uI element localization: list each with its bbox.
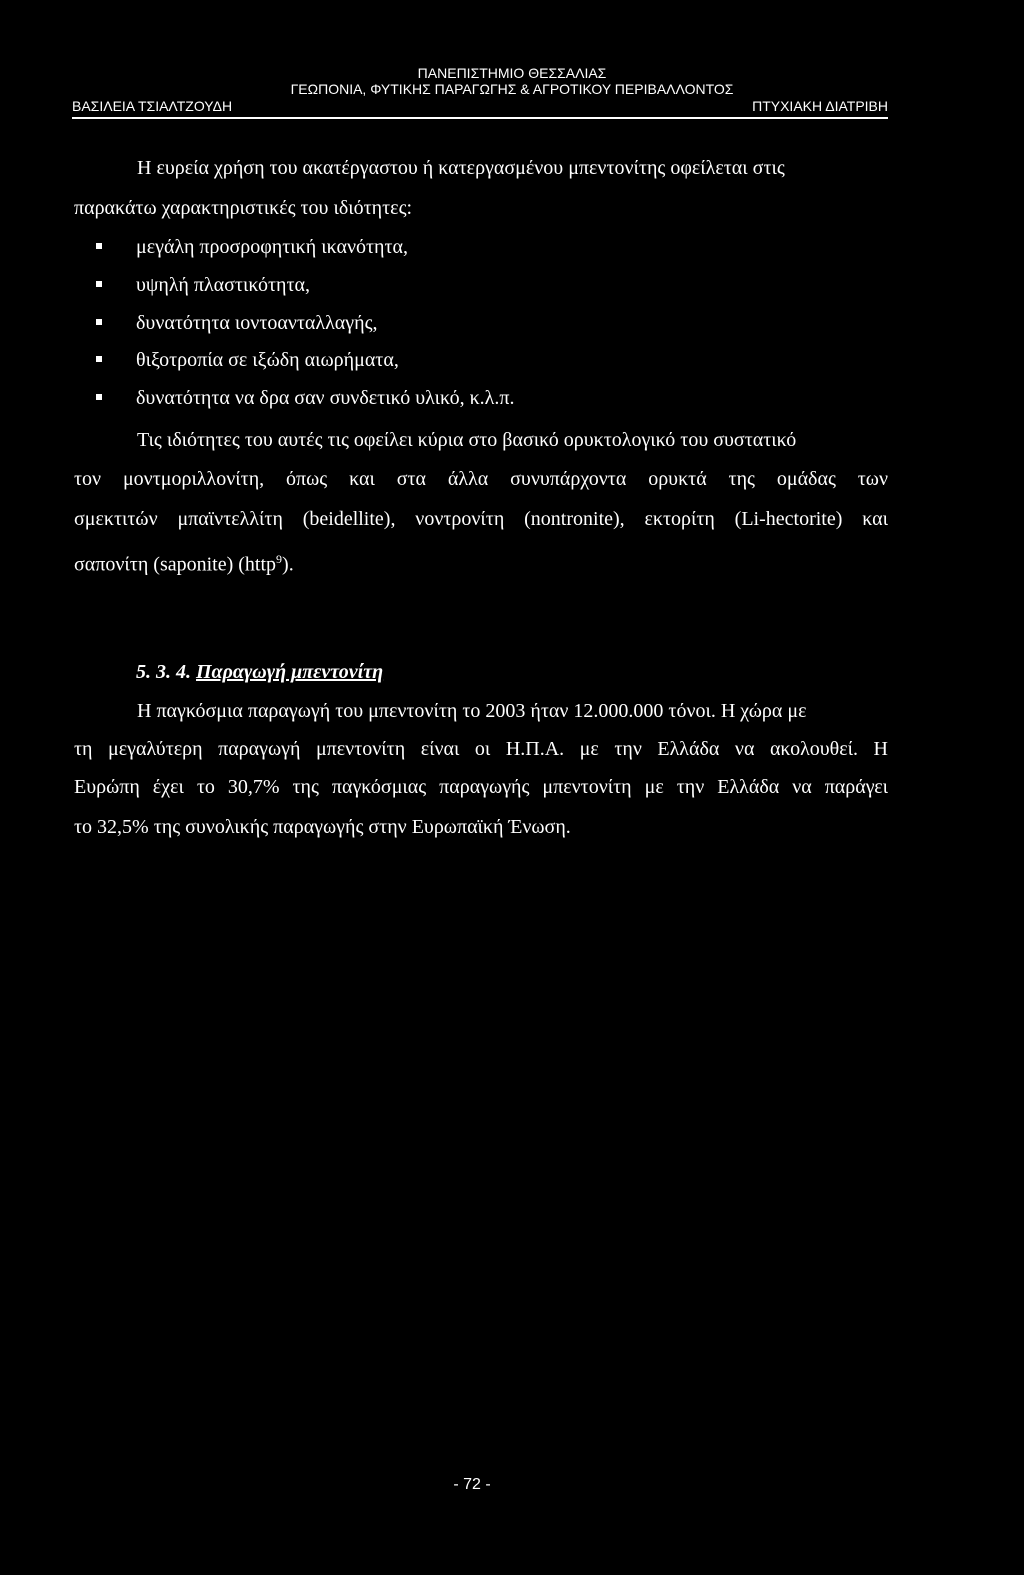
page-number: - 72 - — [453, 1476, 491, 1493]
bullet-square-icon — [96, 356, 102, 362]
bullet-text: δυνατότητα ιοντοανταλλαγής, — [136, 312, 378, 334]
para3-line-1: Η παγκόσμια παραγωγή του μπεντονίτη το 2003 ήταν 12.000.000 τόνοι. Η χώρα με — [137, 700, 807, 722]
section-number: 5. 3. 4. — [136, 661, 191, 683]
para2-line-2: τον μοντμοριλλονίτη, όπως και στα άλλα συνυπάρχοντα ορυκτά της ομάδας των — [74, 468, 888, 490]
para3-line-4: το 32,5% της συνολικής παραγωγής στην Ευρωπαϊκή Ένωση. — [74, 816, 571, 838]
bullet-square-icon — [96, 243, 102, 249]
section-title: Παραγωγή μπεντονίτη — [196, 661, 384, 683]
intro-line-2: παρακάτω χαρακτηριστικές του ιδιότητες: — [74, 197, 413, 219]
para2-line-4-text: σαπονίτη (saponite) (http — [74, 553, 277, 576]
bullet-square-icon — [96, 281, 102, 287]
bullet-square-icon — [96, 319, 102, 325]
header-rule — [72, 117, 888, 119]
bullet-text: υψηλή πλαστικότητα, — [136, 274, 310, 296]
header-department: ΓΕΩΠΟΝΙΑ, ΦΥΤΙΚΗΣ ΠΑΡΑΓΩΓΗΣ & ΑΓΡΟΤΙΚΟΥ ΠΕΡΙΒΑΛΛΟΝΤΟΣ — [290, 81, 734, 97]
bullet-text: δυνατότητα να δρα σαν συνδετικό υλικό, κ.λ.π. — [136, 387, 515, 409]
footnote-ref: 9 — [276, 552, 283, 566]
para3-line-3: Ευρώπη έχει το 30,7% της παγκόσμιας παραγωγής μπεντονίτη με την Ελλάδα να παράγει — [74, 776, 888, 798]
header-author: ΒΑΣΙΛΕΙΑ ΤΣΙΑΛΤΖΟΥΔΗ — [72, 98, 233, 114]
para2-line-3: σμεκτιτών μπαϊντελλίτη (beidellite), νοντρονίτη (nontronite), εκτορίτη (Li-hectorite) και — [74, 508, 888, 530]
intro-line-1: Η ευρεία χρήση του ακατέργαστου ή κατεργασμένου μπεντονίτης οφείλεται στις — [137, 157, 785, 179]
bullet-text: θιξοτροπία σε ιξώδη αιωρήματα, — [136, 349, 399, 371]
para2-line-4-end: ). — [282, 553, 294, 576]
bullet-square-icon — [96, 394, 102, 400]
para2-line-4 — [74, 547, 294, 577]
header-doc-type: ΠΤΥΧΙΑΚΗ ΔΙΑΤΡΙΒΗ — [752, 98, 888, 114]
section-heading — [136, 660, 383, 684]
para2-line-1: Τις ιδιότητες του αυτές τις οφείλει κύρια στο βασικό ορυκτολογικό του συστατικό — [137, 429, 797, 451]
bullet-text: μεγάλη προσροφητική ικανότητα, — [136, 236, 409, 258]
header-university: ΠΑΝΕΠΙΣΤΗΜΙΟ ΘΕΣΣΑΛΙΑΣ — [417, 65, 607, 81]
para3-line-2: τη μεγαλύτερη παραγωγή μπεντονίτη είναι οι Η.Π.Α. με την Ελλάδα να ακολουθεί. Η — [74, 738, 888, 760]
